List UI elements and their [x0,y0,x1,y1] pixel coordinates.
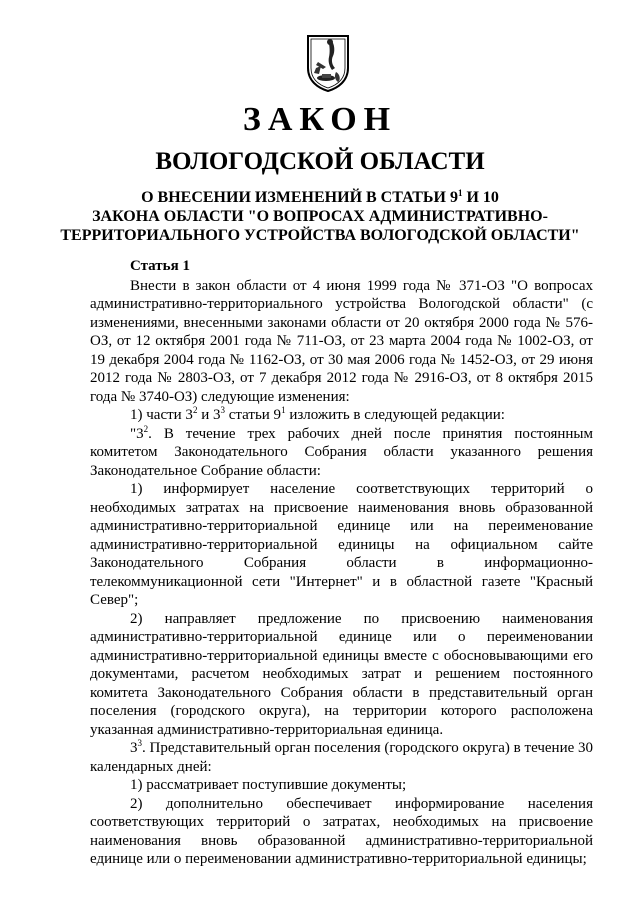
region-title: ВОЛОГОДСКОЙ ОБЛАСТИ [155,148,485,175]
item-text: изложить в следующей редакции: [285,407,505,423]
subtitle-line-2: ЗАКОНА ОБЛАСТИ "О ВОПРОСАХ АДМИНИСТРАТИВНО- [92,208,548,225]
part-3-3-paragraph [90,739,593,776]
part-3-3-subitem-2: 2) дополнительно обеспечивает информирование населения соответствующих территорий о затратах, необходимых на присвоение наименования вновь образованной административно-территориальной единице или о переименовании административно-территориальной единицы; [90,795,593,867]
part-number: 3 [130,740,138,756]
part-3-2-subitem-1: 1) информирует население соответствующих территорий о необходимых затратах на присвоение наименования вновь образованной административно-территориальной единице или на переименование административно-территориальной единицы на официальном сайте Законодательного Собрания области в информационно-телекоммуникационной сети "Интернет" и в областной газете "Красный Север"; [90,481,593,608]
part-superscript: 2 [143,423,149,434]
part-superscript: 3 [137,738,142,748]
subtitle-line-1-text: О ВНЕСЕНИИ ИЗМЕНЕНИЙ В СТАТЬИ 9 [141,189,458,206]
subtitle-superscript: 1 [457,188,463,198]
part-text: . В течение трех рабочих дней после принятия постоянным комитетом Законодательного Собрания области указанного решения Законодательное Собрание области: [90,425,593,479]
subtitle-line-1-end: И 10 [462,189,499,206]
subtitle-line-3: ТЕРРИТОРИАЛЬНОГО УСТРОЙСТВА ВОЛОГОДСКОЙ ОБЛАСТИ" [60,227,580,244]
item-text: и 3 [197,407,221,423]
part-text: . Представительный орган поселения (городского округа) в течение 30 календарных дней: [90,740,594,775]
article-intro-paragraph: Внести в закон области от 4 июня 1999 года № 371-ОЗ "О вопросах административно-территориального устройства Вологодской области" (с изменениями, внесенными законами области от 20 октября 2000 года № 576-ОЗ, от 12 октября 2001 года № 711-ОЗ, от 23 марта 2004 года № 1002-ОЗ, от 19 декабря 2004 года № 1162-ОЗ, от 30 мая 2006 года № 1452-ОЗ, от 29 июня 2012 года № 2803-ОЗ, от 7 декабря 2012 года № 2916-ОЗ, от 8 октября 2015 года № 3740-ОЗ) следующие изменения: [90,277,593,405]
item-superscript: 3 [220,405,225,415]
item-superscript: 1 [281,405,286,415]
law-body [90,257,593,869]
document-type-title: ЗАКОН [242,101,398,138]
article-heading: Статья 1 [130,258,190,274]
law-subtitle [60,188,580,245]
amendment-item-1 [90,406,593,425]
item-superscript: 2 [192,405,198,415]
coat-of-arms-icon [304,34,352,92]
item-text: 1) части 3 [130,407,193,423]
item-text: статьи 9 [224,407,282,423]
part-3-2-paragraph [90,425,593,481]
part-number: "3 [130,425,144,442]
part-3-2-subitem-2: 2) направляет предложение по присвоению наименования административно-территориальной единице или о переименовании административно-территориальной единицы вместе с обосновывающими его документами, расчетом необходимых затрат и решением постоянного комитета Законодательного Собрания области в представительный орган поселения (городского округа), на территории которого расположена указанная административно-территориальная единица. [90,610,593,738]
subtitle-line-1 [60,188,580,207]
part-3-3-subitem-1: 1) рассматривает поступившие документы; [130,777,407,793]
